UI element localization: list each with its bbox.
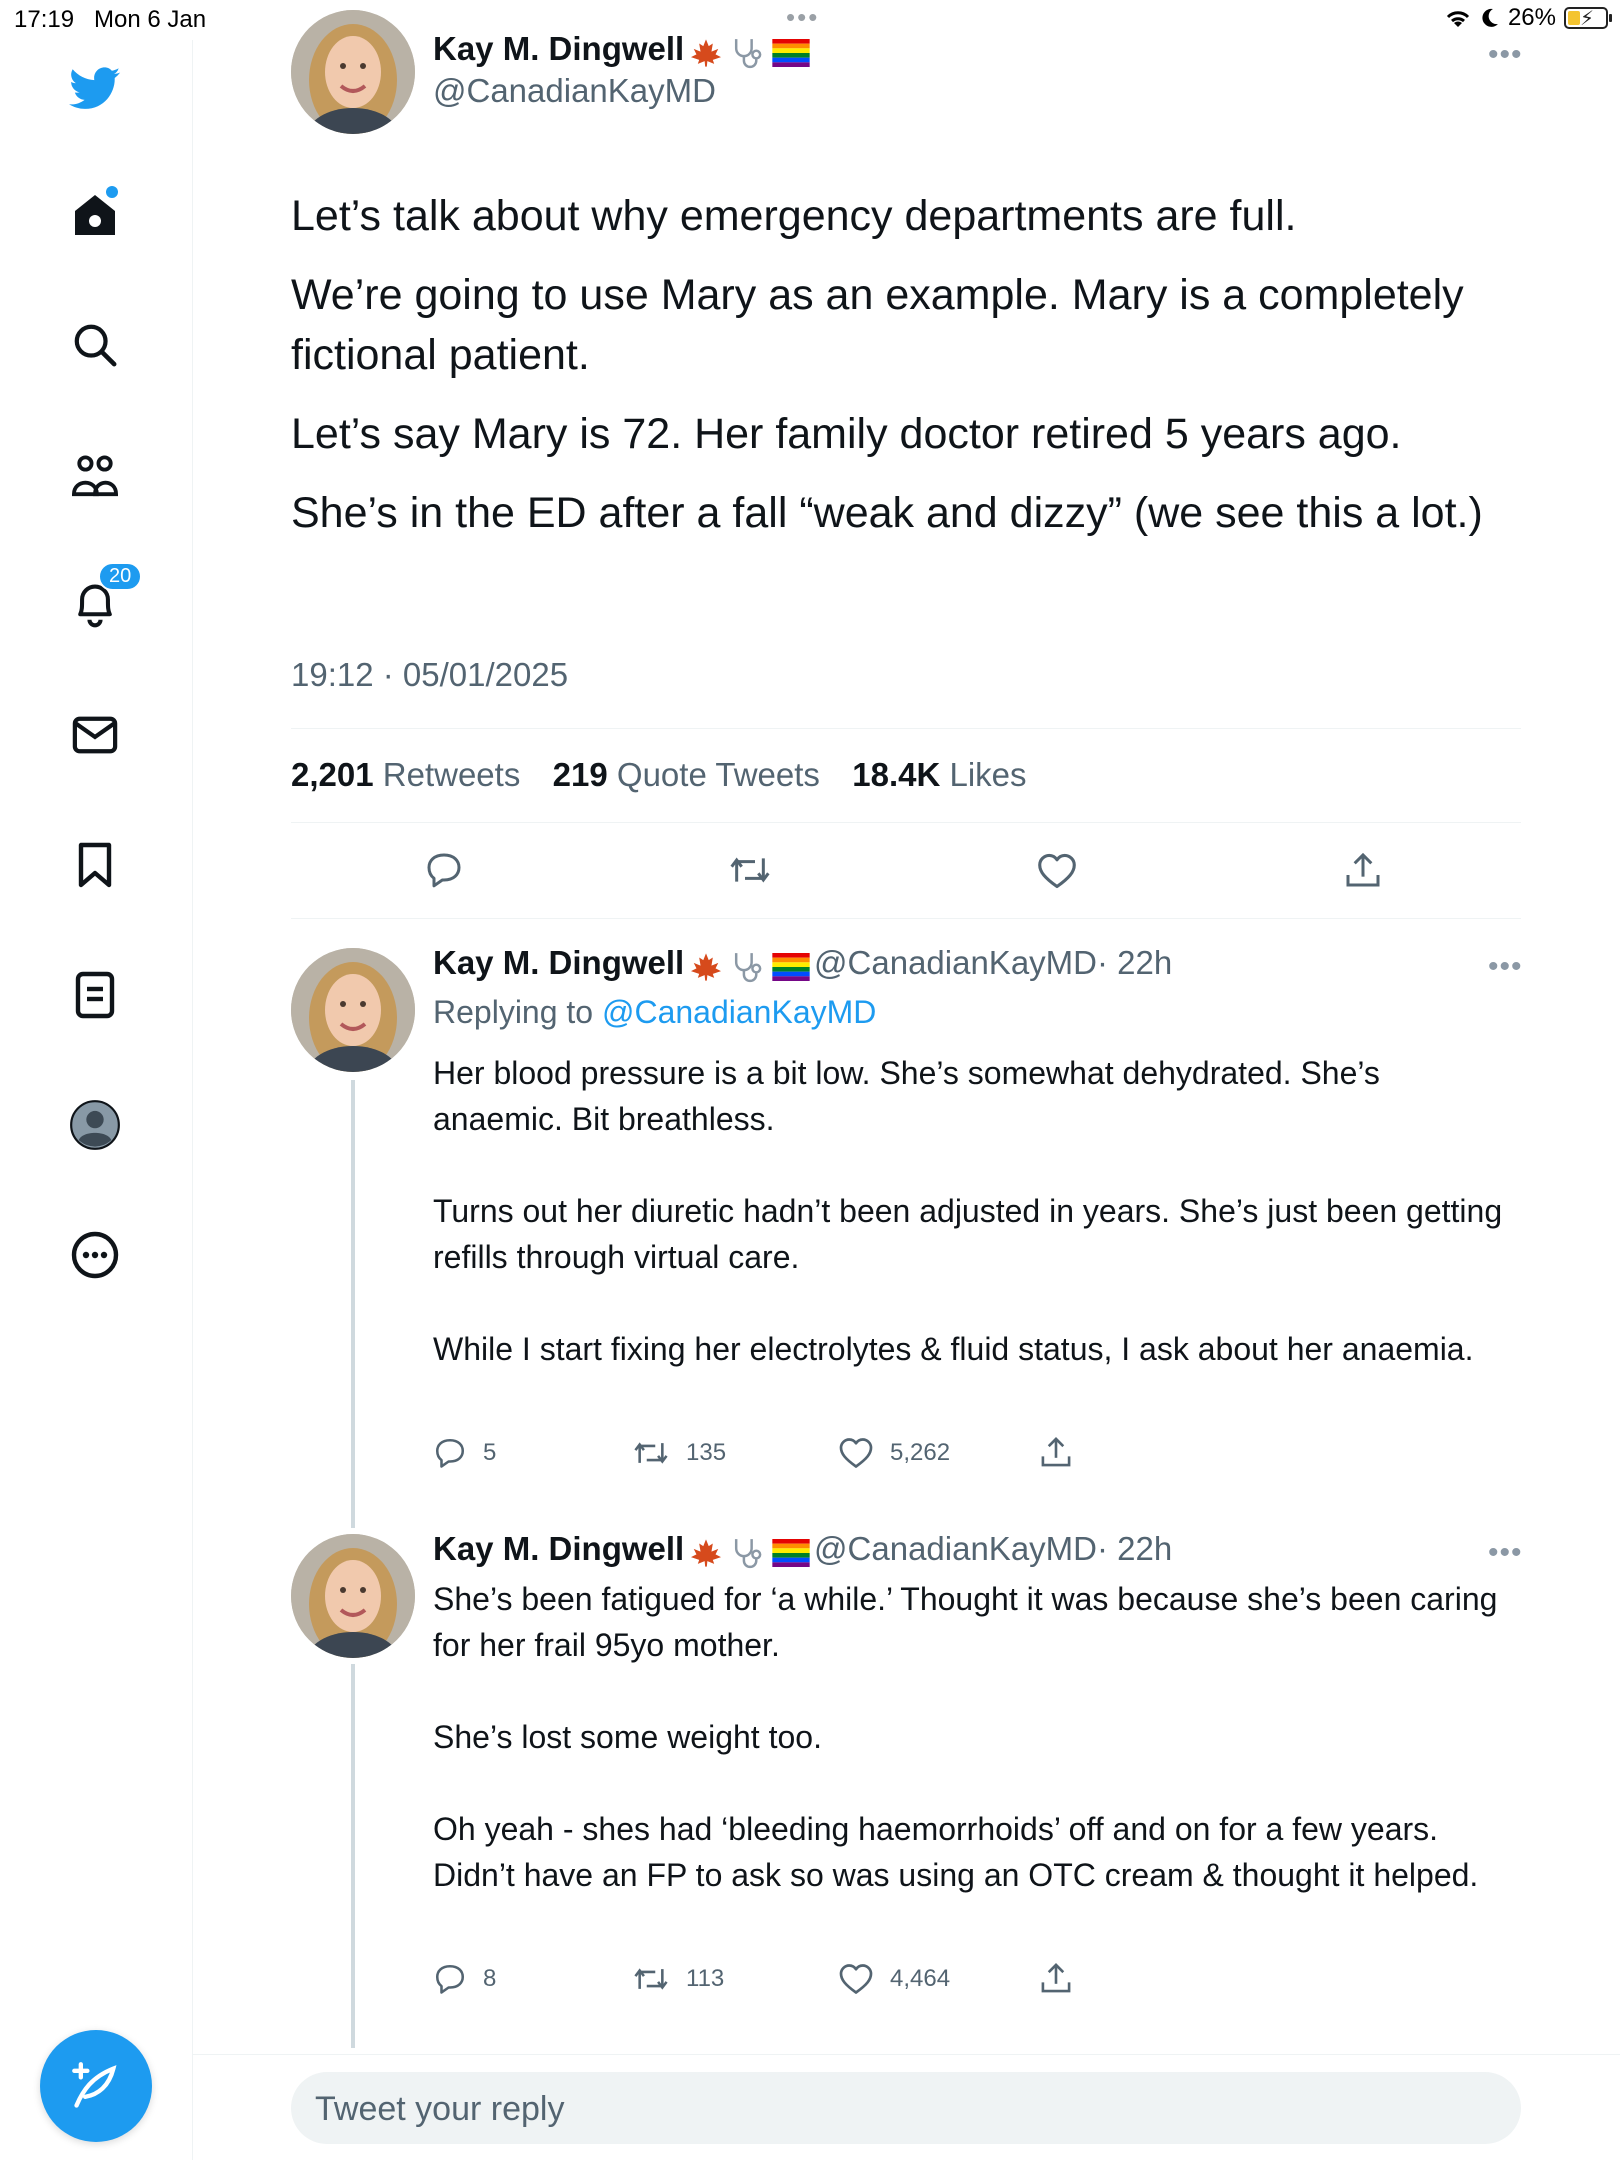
like-heart-icon[interactable] xyxy=(1036,852,1078,895)
profile-avatar-icon[interactable] xyxy=(68,1098,122,1152)
reply-icon xyxy=(433,1436,467,1470)
reply-1-header xyxy=(433,944,1172,989)
tweet-more-icon[interactable]: ••• xyxy=(1488,38,1523,71)
reply-1-text xyxy=(433,1050,1513,1372)
reply-2-retweet-button[interactable] xyxy=(632,1962,724,1996)
share-icon xyxy=(1040,1960,1072,1996)
reply-2-like-button[interactable] xyxy=(838,1962,950,1996)
messages-icon[interactable] xyxy=(68,708,122,762)
wifi-icon xyxy=(1444,7,1472,29)
likes-stat[interactable]: 18.4K Likes xyxy=(852,756,1027,793)
reply-2-paragraph-3: Oh yeah - shes had ‘bleeding haemorrhoids’ off and on for a few years. Didn’t have an FP to ask so was using an OTC cream & thought it helped. xyxy=(433,1811,1479,1893)
author-name[interactable]: Kay M. Dingwell xyxy=(433,30,685,67)
retweet-icon xyxy=(632,1962,670,1996)
reply-1-reply-button[interactable] xyxy=(433,1436,496,1470)
sidebar xyxy=(0,40,193,2160)
reply-2-more-icon[interactable]: ••• xyxy=(1488,1536,1523,1569)
reply-count: 5 xyxy=(483,1439,497,1466)
home-new-dot xyxy=(106,186,118,198)
engagement-stats xyxy=(291,756,1027,794)
rainbow-flag-icon xyxy=(772,953,810,986)
notifications-badge: 20 xyxy=(98,562,142,591)
reply-icon[interactable] xyxy=(424,850,464,895)
divider xyxy=(291,822,1521,823)
reply-2-paragraph-1: She’s been fatigued for ‘a while.’ Thought it was because she’s been caring for her frail 95yo mother. xyxy=(433,1581,1498,1663)
maple-leaf-icon xyxy=(689,952,723,987)
rainbow-flag-icon xyxy=(772,1539,810,1572)
reply-1-paragraph-2: Turns out her diuretic hadn’t been adjusted in years. She’s just been getting refills through virtual care. xyxy=(433,1193,1503,1275)
reply-2-author-name[interactable]: Kay M. Dingwell xyxy=(433,1530,685,1567)
replying-to-label: Replying to xyxy=(433,994,594,1030)
divider xyxy=(291,728,1521,729)
reply-1-author-name[interactable]: Kay M. Dingwell xyxy=(433,944,685,981)
reply-1-paragraph-1: Her blood pressure is a bit low. She’s somewhat dehydrated. She’s anaemic. Bit breathless. xyxy=(433,1055,1380,1137)
multitasking-dots-icon[interactable]: ••• xyxy=(786,2,820,32)
reply-2-header xyxy=(433,1530,1172,1575)
tweet-timestamp[interactable]: 19:12 · 05/01/2025 xyxy=(291,656,569,693)
retweet-icon xyxy=(632,1436,670,1470)
share-icon[interactable] xyxy=(1344,850,1382,895)
reply-1-author-handle[interactable]: @CanadianKayMD xyxy=(814,944,1097,981)
like-count: 5,262 xyxy=(890,1439,951,1466)
author-handle[interactable]: @CanadianKayMD xyxy=(433,72,716,109)
tweet-paragraph-3: Let’s say Mary is 72. Her family doctor retired 5 years ago. xyxy=(291,410,1402,458)
maple-leaf-icon xyxy=(689,38,723,73)
retweets-stat[interactable]: 2,201 Retweets xyxy=(291,756,521,793)
moon-icon xyxy=(1480,7,1500,29)
tweet-paragraph-1: Let’s talk about why emergency departments are full. xyxy=(291,192,1297,240)
battery-percent: 26% xyxy=(1507,4,1556,31)
thread-line xyxy=(351,1664,355,2048)
stethoscope-icon xyxy=(727,1536,767,1575)
communities-icon[interactable] xyxy=(68,448,122,502)
retweet-icon[interactable] xyxy=(728,850,772,895)
retweet-count: 135 xyxy=(686,1439,727,1466)
tweet-paragraph-4: She’s in the ED after a fall “weak and dizzy” (we see this a lot.) xyxy=(291,489,1483,537)
tweet-reply-input[interactable] xyxy=(291,2072,1521,2144)
replying-to-link[interactable]: @CanadianKayMD xyxy=(601,994,877,1030)
reply-icon xyxy=(433,1962,467,1996)
stethoscope-icon xyxy=(727,950,767,989)
divider xyxy=(192,2054,1620,2055)
status-bar xyxy=(0,0,1620,40)
reply-1-share-button[interactable] xyxy=(1040,1434,1072,1470)
compose-feather-icon xyxy=(70,2060,122,2112)
stethoscope-icon xyxy=(727,36,767,75)
home-icon[interactable] xyxy=(68,188,122,242)
thread-line xyxy=(351,1080,355,1528)
compose-tweet-button[interactable] xyxy=(40,2030,152,2142)
maple-leaf-icon xyxy=(689,1538,723,1573)
notifications-bell-icon[interactable] xyxy=(68,565,132,632)
divider xyxy=(291,918,1521,919)
reply-2-reply-button[interactable] xyxy=(433,1962,496,1996)
author-avatar[interactable] xyxy=(291,10,415,134)
reply-2-paragraph-2: She’s lost some weight too. xyxy=(433,1719,822,1755)
lists-icon[interactable] xyxy=(68,968,122,1022)
reply-1-avatar[interactable] xyxy=(291,948,415,1072)
reply-1-replying-to xyxy=(433,994,876,1031)
twitter-logo-icon[interactable] xyxy=(68,62,122,116)
reply-input-placeholder: Tweet your reply xyxy=(315,2090,565,2128)
status-indicators xyxy=(1444,4,1608,32)
author-header xyxy=(433,30,810,75)
reply-2-text xyxy=(433,1576,1513,1898)
like-heart-icon xyxy=(838,1962,874,1996)
reply-1-paragraph-3: While I start fixing her electrolytes & fluid status, I ask about her anaemia. xyxy=(433,1331,1474,1367)
reply-1-time[interactable]: · 22h xyxy=(1097,944,1173,981)
bookmarks-icon[interactable] xyxy=(68,838,122,892)
reply-2-author-handle[interactable]: @CanadianKayMD xyxy=(814,1530,1097,1567)
retweet-count: 113 xyxy=(686,1965,725,1992)
share-icon xyxy=(1040,1434,1072,1470)
status-time: 17:19 xyxy=(14,6,75,33)
like-count: 4,464 xyxy=(890,1965,951,1992)
reply-count: 8 xyxy=(483,1965,497,1992)
more-options-icon[interactable] xyxy=(68,1228,122,1282)
tweet-paragraph-2: We’re going to use Mary as an example. Mary is a completely fictional patient. xyxy=(291,271,1464,379)
reply-2-share-button[interactable] xyxy=(1040,1960,1072,1996)
reply-1-more-icon[interactable]: ••• xyxy=(1488,950,1523,983)
reply-2-time[interactable]: · 22h xyxy=(1097,1530,1173,1567)
rainbow-flag-icon xyxy=(772,39,810,72)
reply-1-retweet-button[interactable] xyxy=(632,1436,726,1470)
quotes-stat[interactable]: 219 Quote Tweets xyxy=(552,756,820,793)
reply-2-avatar[interactable] xyxy=(291,1534,415,1658)
reply-1-like-button[interactable] xyxy=(838,1436,950,1470)
like-heart-icon xyxy=(838,1436,874,1470)
battery-icon: ⚡ xyxy=(1564,7,1608,29)
status-date: Mon 6 Jan xyxy=(94,6,207,33)
search-icon[interactable] xyxy=(68,318,122,372)
